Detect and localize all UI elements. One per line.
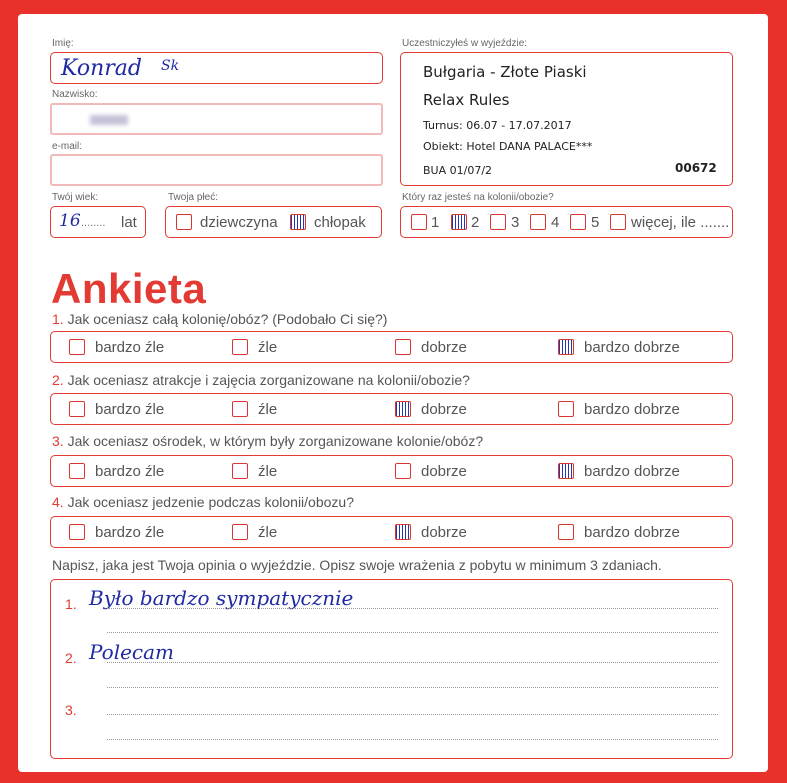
q4-bardzo-dobrze-label: bardzo dobrze: [584, 524, 680, 541]
question-2: [52, 372, 470, 388]
opinion-line-3b: [107, 739, 718, 740]
trip-code: BUA 01/07/2: [423, 164, 493, 177]
q1-bardzo-zle-checkbox[interactable]: [69, 339, 85, 355]
email-label: e-mail:: [52, 141, 83, 152]
times-more-label: więcej, ile .......: [631, 214, 730, 231]
q4-bardzo-zle-checkbox[interactable]: [69, 524, 85, 540]
q4-bardzo-zle-label: bardzo źle: [95, 524, 165, 541]
question-3-number: 3.: [52, 433, 64, 449]
trip-number: 00672: [675, 161, 717, 175]
opinion-1-text: Było bardzo sympatycznie: [89, 586, 354, 610]
q1-bardzo-zle-label: bardzo źle: [95, 339, 165, 356]
question-3: [52, 433, 483, 449]
age-dots: ........: [81, 217, 106, 229]
gender-field: [165, 206, 382, 238]
q1-bardzo-dobrze-label: bardzo dobrze: [584, 339, 680, 356]
trip-destination: Bułgaria - Złote Piaski: [423, 63, 587, 81]
age-unit: lat: [121, 214, 137, 231]
trip-turnus: Turnus: 06.07 - 17.07.2017: [423, 119, 572, 132]
question-4: [52, 494, 354, 510]
name-extra: Sk: [161, 58, 180, 74]
question-1-number: 1.: [52, 311, 64, 327]
times-5-label: 5: [591, 214, 600, 231]
form-sheet: [18, 14, 768, 772]
opinion-line-2: [107, 662, 718, 663]
opinion-2-number: 2.: [65, 650, 77, 666]
gender-female-checkbox[interactable]: [176, 214, 192, 230]
question-4-number: 4.: [52, 494, 64, 510]
question-3-text: Jak oceniasz ośrodek, w którym były zorganizowane kolonie/obóz?: [67, 433, 484, 449]
opinion-1-number: 1.: [65, 596, 77, 612]
times-4-label: 4: [551, 214, 560, 231]
q3-dobrze-label: dobrze: [421, 463, 467, 480]
q4-zle-checkbox[interactable]: [232, 524, 248, 540]
q3-bardzo-dobrze-checkbox[interactable]: [558, 463, 574, 479]
opinion-line-3: [107, 714, 718, 715]
question-3-options: [50, 455, 733, 487]
q1-zle-checkbox[interactable]: [232, 339, 248, 355]
q2-bardzo-dobrze-checkbox[interactable]: [558, 401, 574, 417]
gender-female-label: dziewczyna: [200, 214, 278, 231]
q3-zle-label: źle: [258, 463, 278, 480]
times-3-label: 3: [511, 214, 520, 231]
question-4-options: [50, 516, 733, 548]
times-2-label: 2: [471, 214, 480, 231]
q4-zle-label: źle: [258, 524, 278, 541]
name-value: Konrad: [61, 56, 142, 81]
times-field: [400, 206, 733, 238]
times-3-checkbox[interactable]: [490, 214, 506, 230]
opinion-line-1: [107, 608, 718, 609]
opinion-box[interactable]: [50, 579, 733, 759]
q4-dobrze-checkbox[interactable]: [395, 524, 411, 540]
surname-label: Nazwisko:: [52, 89, 98, 100]
trip-label: Uczestniczyłeś w wyjeździe:: [402, 38, 528, 49]
trip-object: Obiekt: Hotel DANA PALACE***: [423, 140, 593, 153]
times-2-checkbox[interactable]: [451, 214, 467, 230]
question-2-text: Jak oceniasz atrakcje i zajęcia zorganizowane na kolonii/obozie?: [67, 372, 470, 388]
age-label: Twój wiek:: [52, 192, 99, 203]
q1-bardzo-dobrze-checkbox[interactable]: [558, 339, 574, 355]
times-5-checkbox[interactable]: [570, 214, 586, 230]
q1-dobrze-label: dobrze: [421, 339, 467, 356]
gender-label: Twoja płeć:: [168, 192, 219, 203]
q2-bardzo-zle-label: bardzo źle: [95, 401, 165, 418]
opinion-2-text: Polecam: [89, 640, 175, 664]
trip-info-box: [400, 52, 733, 186]
question-2-options: [50, 393, 733, 425]
gender-male-label: chłopak: [314, 214, 366, 231]
q2-zle-label: źle: [258, 401, 278, 418]
q4-bardzo-dobrze-checkbox[interactable]: [558, 524, 574, 540]
times-label: Który raz jesteś na kolonii/obozie?: [402, 192, 554, 203]
q2-zle-checkbox[interactable]: [232, 401, 248, 417]
q3-bardzo-dobrze-label: bardzo dobrze: [584, 463, 680, 480]
times-1-label: 1: [431, 214, 440, 231]
q1-zle-label: źle: [258, 339, 278, 356]
question-1-text: Jak oceniasz całą kolonię/obóz? (Podobało Ci się?): [67, 311, 388, 327]
q1-dobrze-checkbox[interactable]: [395, 339, 411, 355]
opinion-prompt: Napisz, jaka jest Twoja opinia o wyjeździe. Opisz swoje wrażenia z pobytu w minimum 3 zdaniach.: [52, 557, 662, 573]
question-1: [52, 311, 387, 327]
trip-program: Relax Rules: [423, 91, 510, 109]
question-2-number: 2.: [52, 372, 64, 388]
q2-dobrze-label: dobrze: [421, 401, 467, 418]
opinion-line-2b: [107, 687, 718, 688]
survey-title: Ankieta: [51, 265, 207, 312]
q3-bardzo-zle-label: bardzo źle: [95, 463, 165, 480]
name-label: Imię:: [52, 38, 74, 49]
age-value: 16: [59, 211, 81, 231]
question-1-options: [50, 331, 733, 363]
blurred-surname: [90, 115, 128, 125]
q2-dobrze-checkbox[interactable]: [395, 401, 411, 417]
question-4-text: Jak oceniasz jedzenie podczas kolonii/obozu?: [67, 494, 354, 510]
times-4-checkbox[interactable]: [530, 214, 546, 230]
surname-field[interactable]: [50, 103, 383, 135]
gender-male-checkbox[interactable]: [290, 214, 306, 230]
times-more-checkbox[interactable]: [610, 214, 626, 230]
q3-dobrze-checkbox[interactable]: [395, 463, 411, 479]
name-field[interactable]: [50, 52, 383, 84]
email-field[interactable]: [50, 154, 383, 186]
q3-zle-checkbox[interactable]: [232, 463, 248, 479]
opinion-line-1b: [107, 632, 718, 633]
age-field[interactable]: [50, 206, 146, 238]
times-1-checkbox[interactable]: [411, 214, 427, 230]
q4-dobrze-label: dobrze: [421, 524, 467, 541]
opinion-3-number: 3.: [65, 702, 77, 718]
q2-bardzo-zle-checkbox[interactable]: [69, 401, 85, 417]
q3-bardzo-zle-checkbox[interactable]: [69, 463, 85, 479]
q2-bardzo-dobrze-label: bardzo dobrze: [584, 401, 680, 418]
